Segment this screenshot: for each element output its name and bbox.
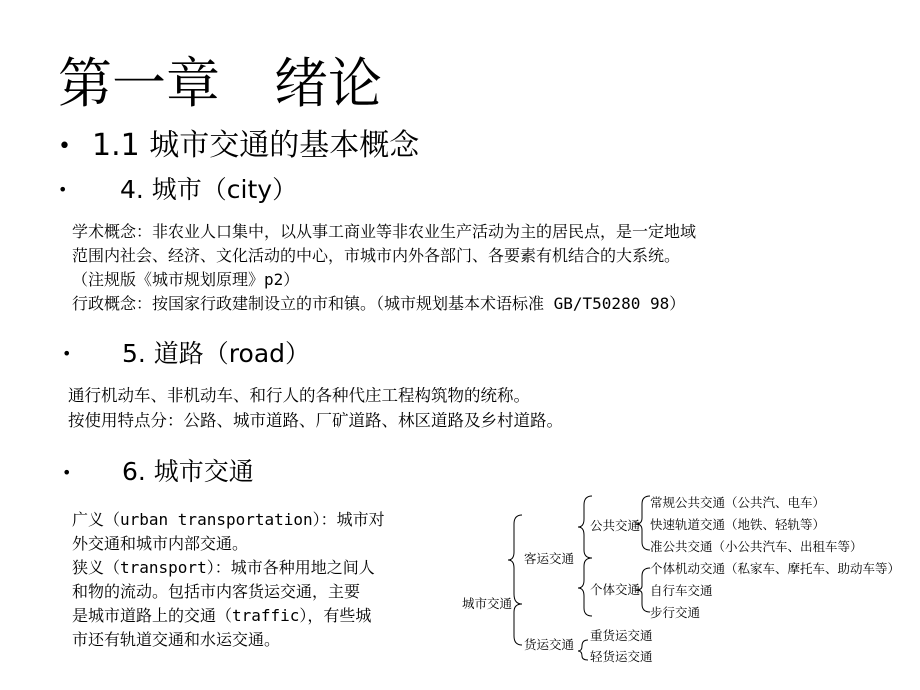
- traffic-line: 和物的流动。包括市内客货运交通，主要: [72, 582, 361, 601]
- city-line: （注规版《城市规划原理》p2）: [72, 270, 300, 289]
- traffic-line: 市还有轨道交通和水运交通。: [72, 630, 281, 649]
- road-line: 按使用特点分：公路、城市道路、厂矿道路、林区道路及乡村道路。: [68, 411, 563, 430]
- bullet-dot: •: [58, 180, 68, 199]
- traffic-line: 外交通和城市内部交通。: [72, 534, 249, 553]
- city-line: 学术概念：非农业人口集中，以从事工商业等非农业生产活动为主的居民点，是一定地域: [72, 222, 697, 241]
- traffic-line: 广义（urban transportation）：城市对: [72, 510, 385, 529]
- traffic-heading: 6. 城市交通: [122, 457, 254, 486]
- tree-individual-item: 自行车交通: [650, 583, 713, 598]
- city-line: 行政概念：按国家行政建制设立的市和镇。（城市规划基本术语标准 GB/T50280 98）: [72, 294, 686, 313]
- tree-individual-item: 步行交通: [650, 605, 701, 620]
- bullet-dot: •: [62, 344, 72, 363]
- city-heading: 4. 城市（city）: [120, 175, 298, 204]
- tree-passenger: 客运交通: [524, 551, 575, 566]
- tree-public-item: 快速轨道交通（地铁、轻轨等）: [650, 517, 826, 532]
- road-line: 通行机动车、非机动车、和行人的各种代庄工程构筑物的统称。: [68, 386, 530, 405]
- bullet-dot: •: [58, 134, 71, 159]
- section-heading: 1.1 城市交通的基本概念: [92, 128, 420, 163]
- tree-freight: 货运交通: [524, 637, 575, 652]
- tree-individual-item: 个体机动交通（私家车、摩托车、助动车等）: [650, 561, 901, 576]
- traffic-line: 狭义（transport）：城市各种用地之间人: [72, 558, 375, 577]
- city-line: 范围内社会、经济、文化活动的中心，市城市内外各部门、各要素有机结合的大系统。: [72, 246, 681, 265]
- road-heading: 5. 道路（road）: [122, 339, 311, 368]
- tree-public: 公共交通: [590, 518, 641, 533]
- traffic-line: 是城市道路上的交通（traffic），有些城: [72, 606, 372, 625]
- tree-freight-item: 轻货运交通: [590, 649, 653, 664]
- tree-individual: 个体交通: [590, 582, 641, 597]
- bullet-dot: •: [62, 463, 72, 482]
- tree-public-item: 准公共交通（小公共汽车、出租车等）: [650, 539, 863, 554]
- tree-freight-item: 重货运交通: [590, 628, 653, 643]
- tree-public-item: 常规公共交通（公共汽、电车）: [650, 495, 826, 510]
- page-title: 第一章 绪论: [58, 52, 382, 115]
- tree-root: 城市交通: [462, 596, 513, 611]
